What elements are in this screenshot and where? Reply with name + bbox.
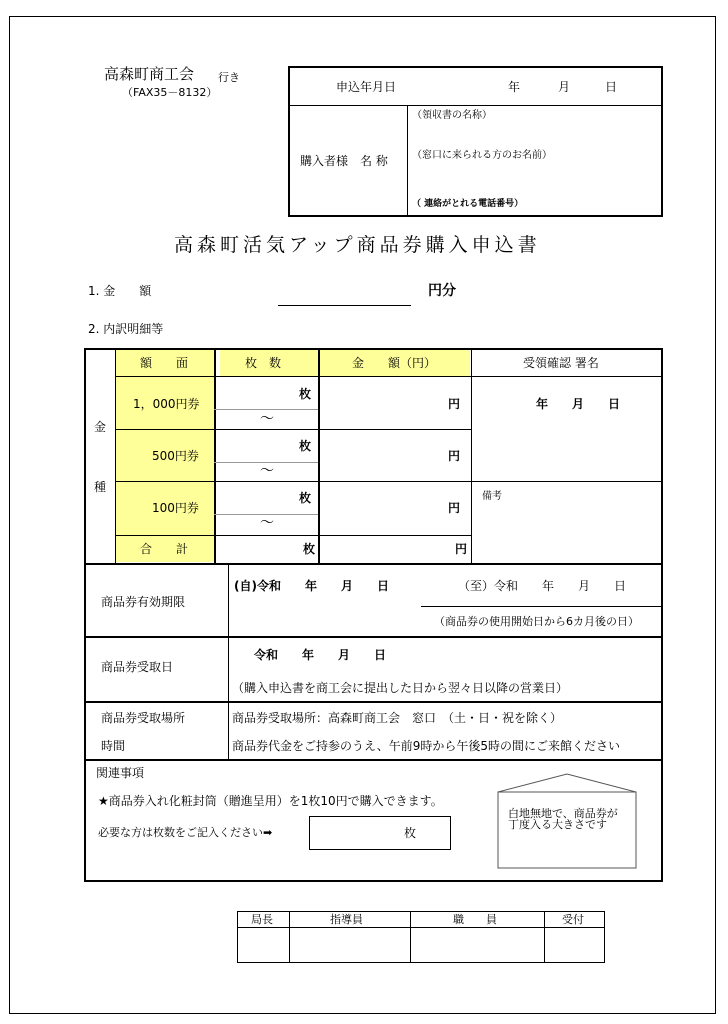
total-label: 合 計 [140, 542, 189, 556]
amount-unit-1000[interactable]: 円 [448, 397, 461, 411]
pickup-date-label: 商品券受取日 [101, 660, 174, 674]
face-100: 100円券 [152, 501, 199, 515]
buyer-label: 購入者様 名 称 [300, 154, 388, 168]
envelope-note: 白地無地で、商品券が丁度入る大きさです [508, 807, 618, 831]
count-unit-100[interactable]: 枚 [299, 491, 312, 505]
phone-note: （ 連絡がとれる電話番号） [412, 199, 524, 209]
pickup-date-note: （購入申込書を商工会に提出した日から翌々日以降の営業日） [232, 681, 569, 695]
breakdown-label: 2. 内訳明細等 [88, 322, 164, 336]
office-staff: 職 員 [453, 913, 497, 926]
envelope-count-unit: 枚 [404, 826, 417, 840]
amount-label: 1. 金 額 [88, 284, 152, 298]
range-1000: ～ [260, 411, 274, 427]
pickup-place-label: 商品券受取場所 [101, 711, 186, 725]
day-label: 日 [605, 80, 618, 94]
visitor-name-note: （窓口に来られる方のお名前） [412, 150, 552, 161]
fax-number: （FAX35－8132） [122, 86, 218, 99]
side-label-top: 金 [94, 420, 107, 434]
face-500: 500円券 [152, 449, 199, 463]
addressee-suffix: 行き [218, 71, 240, 84]
range-500: ～ [260, 463, 274, 479]
pickup-place: 商品券受取場所：高森町商工会 窓口 （土・日・祝を除く） [232, 711, 563, 725]
envelope-count-field[interactable] [309, 816, 451, 850]
col-face-header: 額 面 [140, 356, 189, 370]
col-count-header: 枚 数 [245, 356, 282, 370]
office-instructor: 指導員 [330, 913, 363, 926]
count-unit-500[interactable]: 枚 [299, 439, 312, 453]
receipt-name-note: （領収書の名称） [412, 110, 492, 121]
pickup-time: 商品券代金をご持参のうえ、午前9時から午後5時の間にご来館ください [232, 739, 620, 753]
side-label-bottom: 種 [94, 480, 107, 494]
amount-unit-500[interactable]: 円 [448, 449, 461, 463]
total-count-unit[interactable]: 枚 [303, 542, 316, 556]
amount-unit-100[interactable]: 円 [448, 501, 461, 515]
envelope-offer: ★商品券入れ化粧封筒（贈進呈用）を1枚10円で購入できます。 [98, 794, 443, 808]
range-100: ～ [260, 515, 274, 531]
form-title: 高森町活気アップ商品券購入申込書 [174, 234, 541, 256]
col-amount-header: 金 額（円） [352, 356, 437, 370]
pickup-time-label: 時間 [101, 739, 126, 753]
validity-from[interactable]: (自)令和 年 月 日 [234, 579, 389, 593]
addressee: 高森町商工会 [104, 65, 195, 83]
remarks-label: 備考 [482, 491, 502, 502]
receipt-date[interactable]: 年 月 日 [536, 397, 621, 411]
validity-to[interactable]: （至）令和 年 月 日 [458, 579, 627, 593]
total-amount-unit[interactable]: 円 [455, 542, 468, 556]
office-chief: 局長 [251, 913, 273, 926]
validity-label: 商品券有効期限 [101, 595, 186, 609]
envelope-instruction: 必要な方は枚数をご記入ください➡ [98, 826, 273, 839]
month-label: 月 [558, 80, 571, 94]
validity-note: （商品券の使用開始日から6カ月後の日） [434, 615, 639, 628]
office-reception: 受付 [562, 913, 584, 926]
amount-line[interactable] [278, 305, 411, 306]
count-unit-1000[interactable]: 枚 [299, 387, 312, 401]
office-use-table [237, 911, 605, 963]
face-1000: 1，000円券 [133, 397, 200, 411]
col-receipt-header: 受領確認 署名 [523, 356, 599, 370]
apply-date-label: 申込年月日 [336, 80, 397, 94]
amount-unit: 円分 [428, 283, 456, 299]
year-label: 年 [508, 80, 521, 94]
pickup-date[interactable]: 令和 年 月 日 [254, 648, 387, 662]
related-label: 関連事項 [96, 766, 145, 780]
